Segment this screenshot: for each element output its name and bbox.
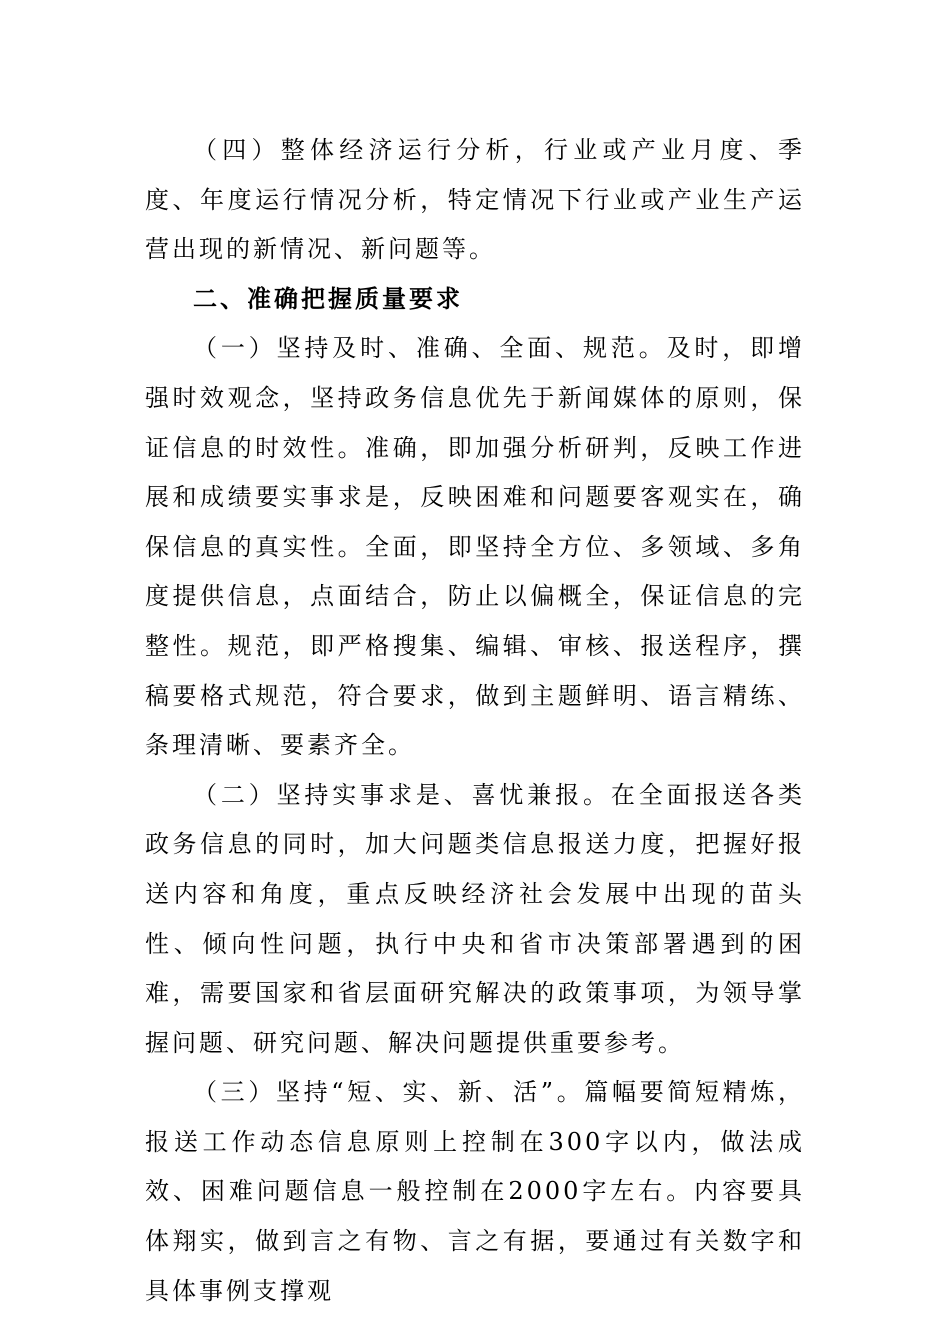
paragraph-item-four: （四）整体经济运行分析，行业或产业月度、季度、年度运行情况分析，特定情况下行业或产业生产运营出现的新情况、新问题等。 [145,136,805,264]
paragraph-item-two: （二）坚持实事求是、喜忧兼报。在全面报送各类政务信息的同时，加大问题类信息报送力度，把握好报送内容和角度，重点反映经济社会发展中出现的苗头性、倾向性问题，执行中央和省市决策部署遇到的困难，需要国家和省层面研究解决的政策事项，为领导掌握问题、研究问题、解决问题提供重要参考。 [145,780,805,1057]
paragraph-item-three: （三）坚持“短、实、新、活”。篇幅要简短精炼，报送工作动态信息原则上控制在300字以内，做法成效、困难问题信息一般控制在2000字左右。内容要具体翔实，做到言之有物、言之有据，要通过有关数字和具体事例支撑观 [145,1078,805,1305]
document-body [145,126,805,1316]
paragraph-item-one: （一）坚持及时、准确、全面、规范。及时，即增强时效观念，坚持政务信息优先于新闻媒体的原则，保证信息的时效性。准确，即加强分析研判，反映工作进展和成绩要实事求是，反映困难和问题要客观实在，确保信息的真实性。全面，即坚持全方位、多领域、多角度提供信息，点面结合，防止以偏概全，保证信息的完整性。规范，即严格搜集、编辑、审核、报送程序，撰稿要格式规范，符合要求，做到主题鲜明、语言精练、条理清晰、要素齐全。 [145,334,805,760]
section-heading-quality-requirements: 二、准确把握质量要求 [193,284,463,313]
